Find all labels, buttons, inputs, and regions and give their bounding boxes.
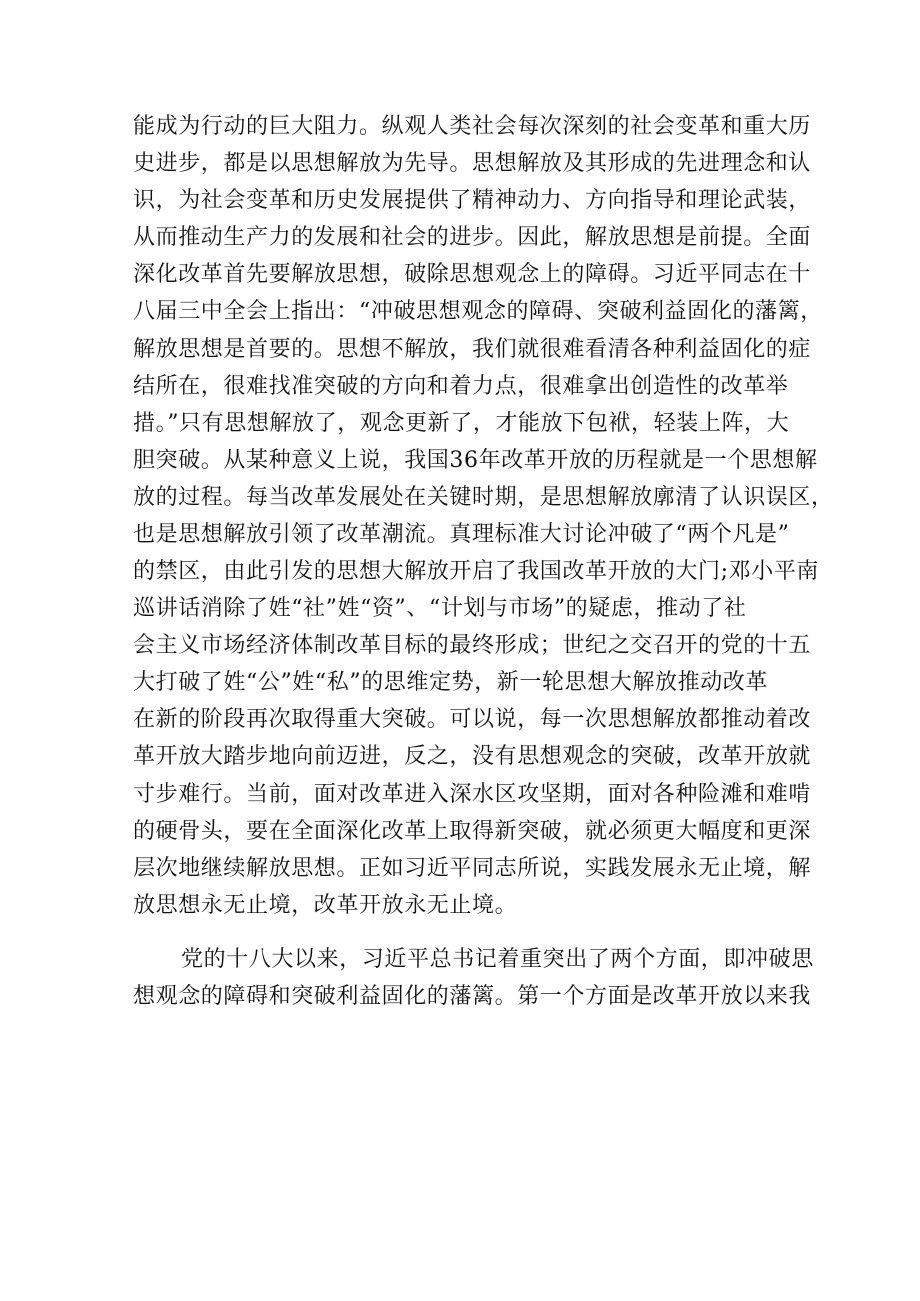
text-line: 从而推动生产力的发展和社会的进步。因此，解放思想是前提。全面: [133, 225, 812, 250]
text-line: 解放思想是首要的。思想不解放，我们就很难看清各种利益固化的症: [133, 337, 812, 362]
text-line: 放思想永无止境，改革开放永无止境。: [133, 893, 518, 918]
text-line: 识，为社会变革和历史发展提供了精神动力、方向指导和理论武装，: [133, 188, 812, 213]
text-line: 也是思想解放引领了改革潮流。真理标准大讨论冲破了“两个凡是”: [133, 522, 790, 547]
text-line: 能成为行动的巨大阻力。纵观人类社会每次深刻的社会变革和重大历: [133, 114, 812, 139]
text-line: 八届三中全会上指出：“冲破思想观念的障碍、突破利益固化的藩篱，: [133, 299, 823, 324]
text-line: 措。”只有思想解放了，观念更新了，才能放下包袱，轻装上阵，大: [133, 411, 790, 436]
text-line: 大打破了姓“公”姓“私”的思维定势，新一轮思想大解放推动改革: [133, 670, 768, 695]
text-line: 寸步难行。当前，面对改革进入深水区攻坚期，面对各种险滩和难啃: [133, 782, 812, 807]
text-line: 在新的阶段再次取得重大突破。可以说，每一次思想解放都推动着改: [133, 707, 812, 732]
text-line: 结所在，很难找准突破的方向和着力点，很难拿出创造性的改革举: [133, 374, 789, 399]
text-line: 想观念的障碍和突破利益固化的藩篱。第一个方面是改革开放以来我: [133, 984, 812, 1009]
text-line: 的禁区，由此引发的思想大解放开启了我国改革开放的大门;邓小平南: [133, 559, 820, 584]
text-line: 深化改革首先要解放思想，破除思想观念上的障碍。习近平同志在十: [133, 262, 812, 287]
text-line: 层次地继续解放思想。正如习近平同志所说，实践发展永无止境，解: [133, 856, 812, 881]
text-line: 的硬骨头，要在全面深化改革上取得新突破，就必须更大幅度和更深: [133, 819, 812, 844]
text-line: 革开放大踏步地向前迈进，反之，没有思想观念的突破，改革开放就: [133, 744, 812, 769]
text-line: 胆突破。从某种意义上说，我国36年改革开放的历程就是一个思想解: [133, 448, 818, 473]
text-line: 史进步，都是以思想解放为先导。思想解放及其形成的先进理念和认: [133, 151, 812, 176]
text-line: 会主义市场经济体制改革目标的最终形成；世纪之交召开的党的十五: [133, 633, 812, 658]
paragraph-first-line: 党的十八大以来，习近平总书记着重突出了两个方面，即冲破思: [181, 947, 814, 972]
text-line: 放的过程。每当改革发展处在关键时期，是思想解放廓清了认识误区，: [133, 485, 834, 510]
text-line: 巡讲话消除了姓“社”姓“资”、“计划与市场”的疑虑，推动了社: [133, 596, 747, 621]
